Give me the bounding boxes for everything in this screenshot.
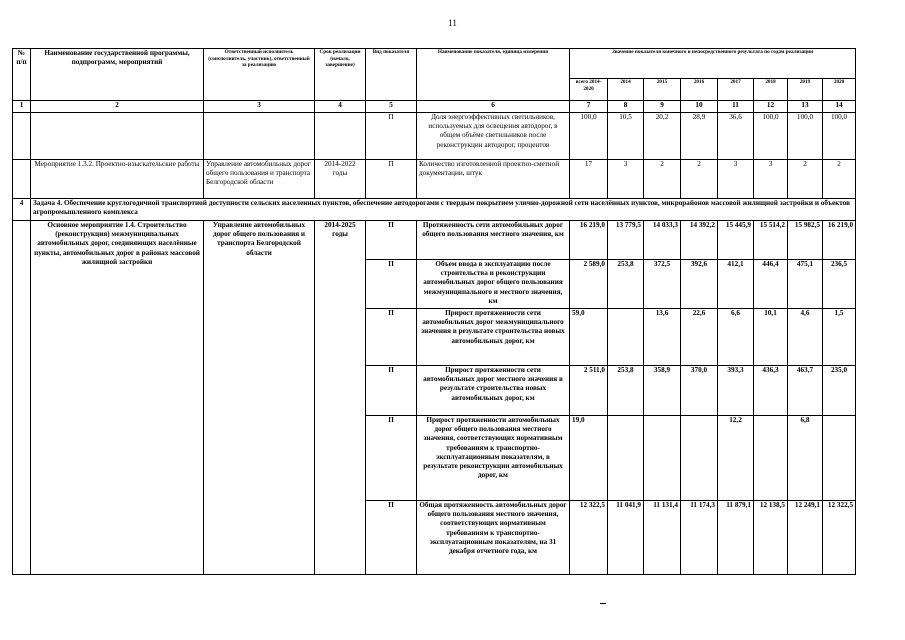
table-row (13, 113, 856, 160)
row-value: 3 (754, 160, 788, 199)
row-total: 12 322,5 (570, 501, 608, 575)
row-type: П (366, 260, 417, 309)
row-value (608, 309, 644, 366)
column-number: 8 (608, 101, 644, 113)
row-indicator: Объем ввода в эксплуатацию после строительства и реконструкции автомобильных дорог общего пользования межмуниципального и местного значения, км (417, 260, 570, 309)
row-value: 253,8 (608, 260, 644, 309)
row-value: 6,6 (718, 309, 754, 366)
row-value: 235,0 (823, 366, 856, 416)
column-number: 7 (570, 101, 608, 113)
row-value: 412,1 (718, 260, 754, 309)
row-total: 16 219,0 (570, 221, 608, 260)
row-value: 36,6 (718, 113, 754, 160)
column-number: 9 (644, 101, 681, 113)
row-value: 236,5 (823, 260, 856, 309)
row-num (13, 113, 31, 160)
header-year: 2017 (718, 79, 754, 101)
row-total: 100,0 (570, 113, 608, 160)
task-num: 4 (13, 199, 31, 221)
header-year: 2014 (608, 79, 644, 101)
row-value: 12,2 (718, 416, 754, 501)
header-total: всего 2014-2020 (570, 79, 608, 101)
row-value: 358,9 (644, 366, 681, 416)
header-executor: Ответственный исполнитель (соисполнитель, участник), ответственный за реализацию (204, 49, 315, 101)
row-name: Мероприятие 1.3.2. Проектно-изыскательские работы (31, 160, 204, 199)
row-value: 2 (823, 160, 856, 199)
column-number: 10 (681, 101, 718, 113)
row-value: 11 879,1 (718, 501, 754, 575)
row-value: 253,8 (608, 366, 644, 416)
row-num (13, 221, 31, 575)
header-indicator: Наименование показателя, единица измерения (417, 49, 570, 101)
column-number: 6 (417, 101, 570, 113)
column-number: 5 (366, 101, 417, 113)
row-value: 4,6 (788, 309, 823, 366)
column-number: 13 (788, 101, 823, 113)
row-indicator: Протяженность сети автомобильных дорог общего пользования местного значения, км (417, 221, 570, 260)
main-event-name: Основное мероприятие 1.4. Строительство (реконструкция) межмуниципальных автомобильных дорог, соединяющих населённые пункты, автомобильных дорог в районах массовой жилищной застройки (31, 221, 204, 575)
row-value: 20,2 (644, 113, 681, 160)
header-values-group: Значение показателя конечного и непосредственного результата по годам реализации (570, 49, 856, 79)
column-number: 2 (31, 101, 204, 113)
row-value: 463,7 (788, 366, 823, 416)
column-number: 3 (204, 101, 315, 113)
indicator-table (12, 48, 856, 575)
row-indicator: Доля энергоэффективных светильников, используемых для освещения автодорог, в общем объёме светильников после реконструкции автодорог, процентов (417, 113, 570, 160)
header-name: Наименование государственной программы, подпрограмм, мероприятий (31, 49, 204, 101)
task-text: Задача 4. Обеспечение круглогодичной транспортной доступности сельских населенных пунктов, обеспечение автодорогами с твердым покрытием улично-дорожной сети населённых пунктов, микрорайонов массовой жилищной застройки и объектов агропромышленного комплекса (31, 199, 856, 221)
row-value: 11 174,3 (681, 501, 718, 575)
row-value (754, 416, 788, 501)
row-value (644, 416, 681, 501)
row-total: 2 589,0 (570, 260, 608, 309)
row-value: 393,3 (718, 366, 754, 416)
row-value (681, 416, 718, 501)
row-total: 19,0 (570, 416, 608, 501)
row-type: П (366, 309, 417, 366)
header-term: Срок реализации (начало, завершение) (315, 49, 366, 101)
row-value: 28,9 (681, 113, 718, 160)
header-year: 2016 (681, 79, 718, 101)
row-value: 100,0 (788, 113, 823, 160)
row-indicator: Общая протяженность автомобильных дорог общего пользования местного значения, соответствующих нормативным требованиям к транспортно-эксплуатационным показателям, на 31 декабря отчетного года, км (417, 501, 570, 575)
row-type: П (366, 416, 417, 501)
row-value: 12 249,1 (788, 501, 823, 575)
row-type: П (366, 366, 417, 416)
row-value: 13 779,5 (608, 221, 644, 260)
row-value: 2 (644, 160, 681, 199)
task-row (13, 199, 856, 221)
table-row (13, 221, 856, 260)
row-name (31, 113, 204, 160)
row-total: 17 (570, 160, 608, 199)
row-value: 11 041,9 (608, 501, 644, 575)
row-value: 22,6 (681, 309, 718, 366)
row-value: 392,6 (681, 260, 718, 309)
header-year: 2020 (823, 79, 856, 101)
row-value: 3 (608, 160, 644, 199)
column-number: 11 (718, 101, 754, 113)
row-executor: Управление автомобильных дорог общего пользования и транспорта Белгородской области (204, 160, 315, 199)
row-value: 14 392,2 (681, 221, 718, 260)
row-value: 10,1 (754, 309, 788, 366)
row-type: П (366, 501, 417, 575)
row-value: 2 (681, 160, 718, 199)
row-value: 1,5 (823, 309, 856, 366)
page-mark (600, 603, 606, 604)
row-term: 2014-2022 годы (315, 160, 366, 199)
row-value: 3 (718, 160, 754, 199)
row-value: 475,1 (788, 260, 823, 309)
page-number: 11 (448, 18, 457, 28)
header-year: 2019 (788, 79, 823, 101)
table-row (13, 160, 856, 199)
row-indicator: Прирост протяженности сети автомобильных дорог межмуниципального значения в результате строительства новых автомобильных дорог, км (417, 309, 570, 366)
row-value: 14 033,3 (644, 221, 681, 260)
row-executor (204, 113, 315, 160)
row-value: 436,3 (754, 366, 788, 416)
column-number: 4 (315, 101, 366, 113)
row-value (823, 416, 856, 501)
row-value: 446,4 (754, 260, 788, 309)
row-total: 2 511,0 (570, 366, 608, 416)
row-value: 15 982,5 (788, 221, 823, 260)
row-term (315, 113, 366, 160)
row-type: П (366, 221, 417, 260)
row-type: П (366, 113, 417, 160)
row-value: 100,0 (823, 113, 856, 160)
header-year: 2018 (754, 79, 788, 101)
row-indicator: Количество изготовленной проектно-сметной документации, штук (417, 160, 570, 199)
row-value: 100,0 (754, 113, 788, 160)
row-value: 11 131,4 (644, 501, 681, 575)
header-year: 2015 (644, 79, 681, 101)
row-value: 370,0 (681, 366, 718, 416)
header-type: Вид показателя (366, 49, 417, 101)
row-total: 59,0 (570, 309, 608, 366)
row-num (13, 160, 31, 199)
column-number: 14 (823, 101, 856, 113)
row-value: 15 514,2 (754, 221, 788, 260)
row-value: 10,5 (608, 113, 644, 160)
row-value: 12 138,5 (754, 501, 788, 575)
row-type: П (366, 160, 417, 199)
row-value: 6,8 (788, 416, 823, 501)
row-value: 2 (788, 160, 823, 199)
row-value: 13,6 (644, 309, 681, 366)
header-num: № п/п (13, 49, 31, 101)
row-value: 16 219,0 (823, 221, 856, 260)
column-number: 12 (754, 101, 788, 113)
main-event-term: 2014-2025 годы (315, 221, 366, 575)
column-number: 1 (13, 101, 31, 113)
main-event-executor: Управление автомобильных дорог общего пользования и транспорта Белгородской области (204, 221, 315, 575)
row-indicator: Прирост протяженности сети автомобильных дорог местного значения в результате строительства новых автомобильных дорог, км (417, 366, 570, 416)
row-value: 15 445,9 (718, 221, 754, 260)
row-indicator: Прирост протяженности автомобильных дорог общего пользования местного значения, соответствующих нормативным требованиям к транспортно-эксплуатационным показателям, в результате реконструкции автомобильных дорог, км (417, 416, 570, 501)
row-value: 372,5 (644, 260, 681, 309)
row-value (608, 416, 644, 501)
row-value: 12 322,5 (823, 501, 856, 575)
